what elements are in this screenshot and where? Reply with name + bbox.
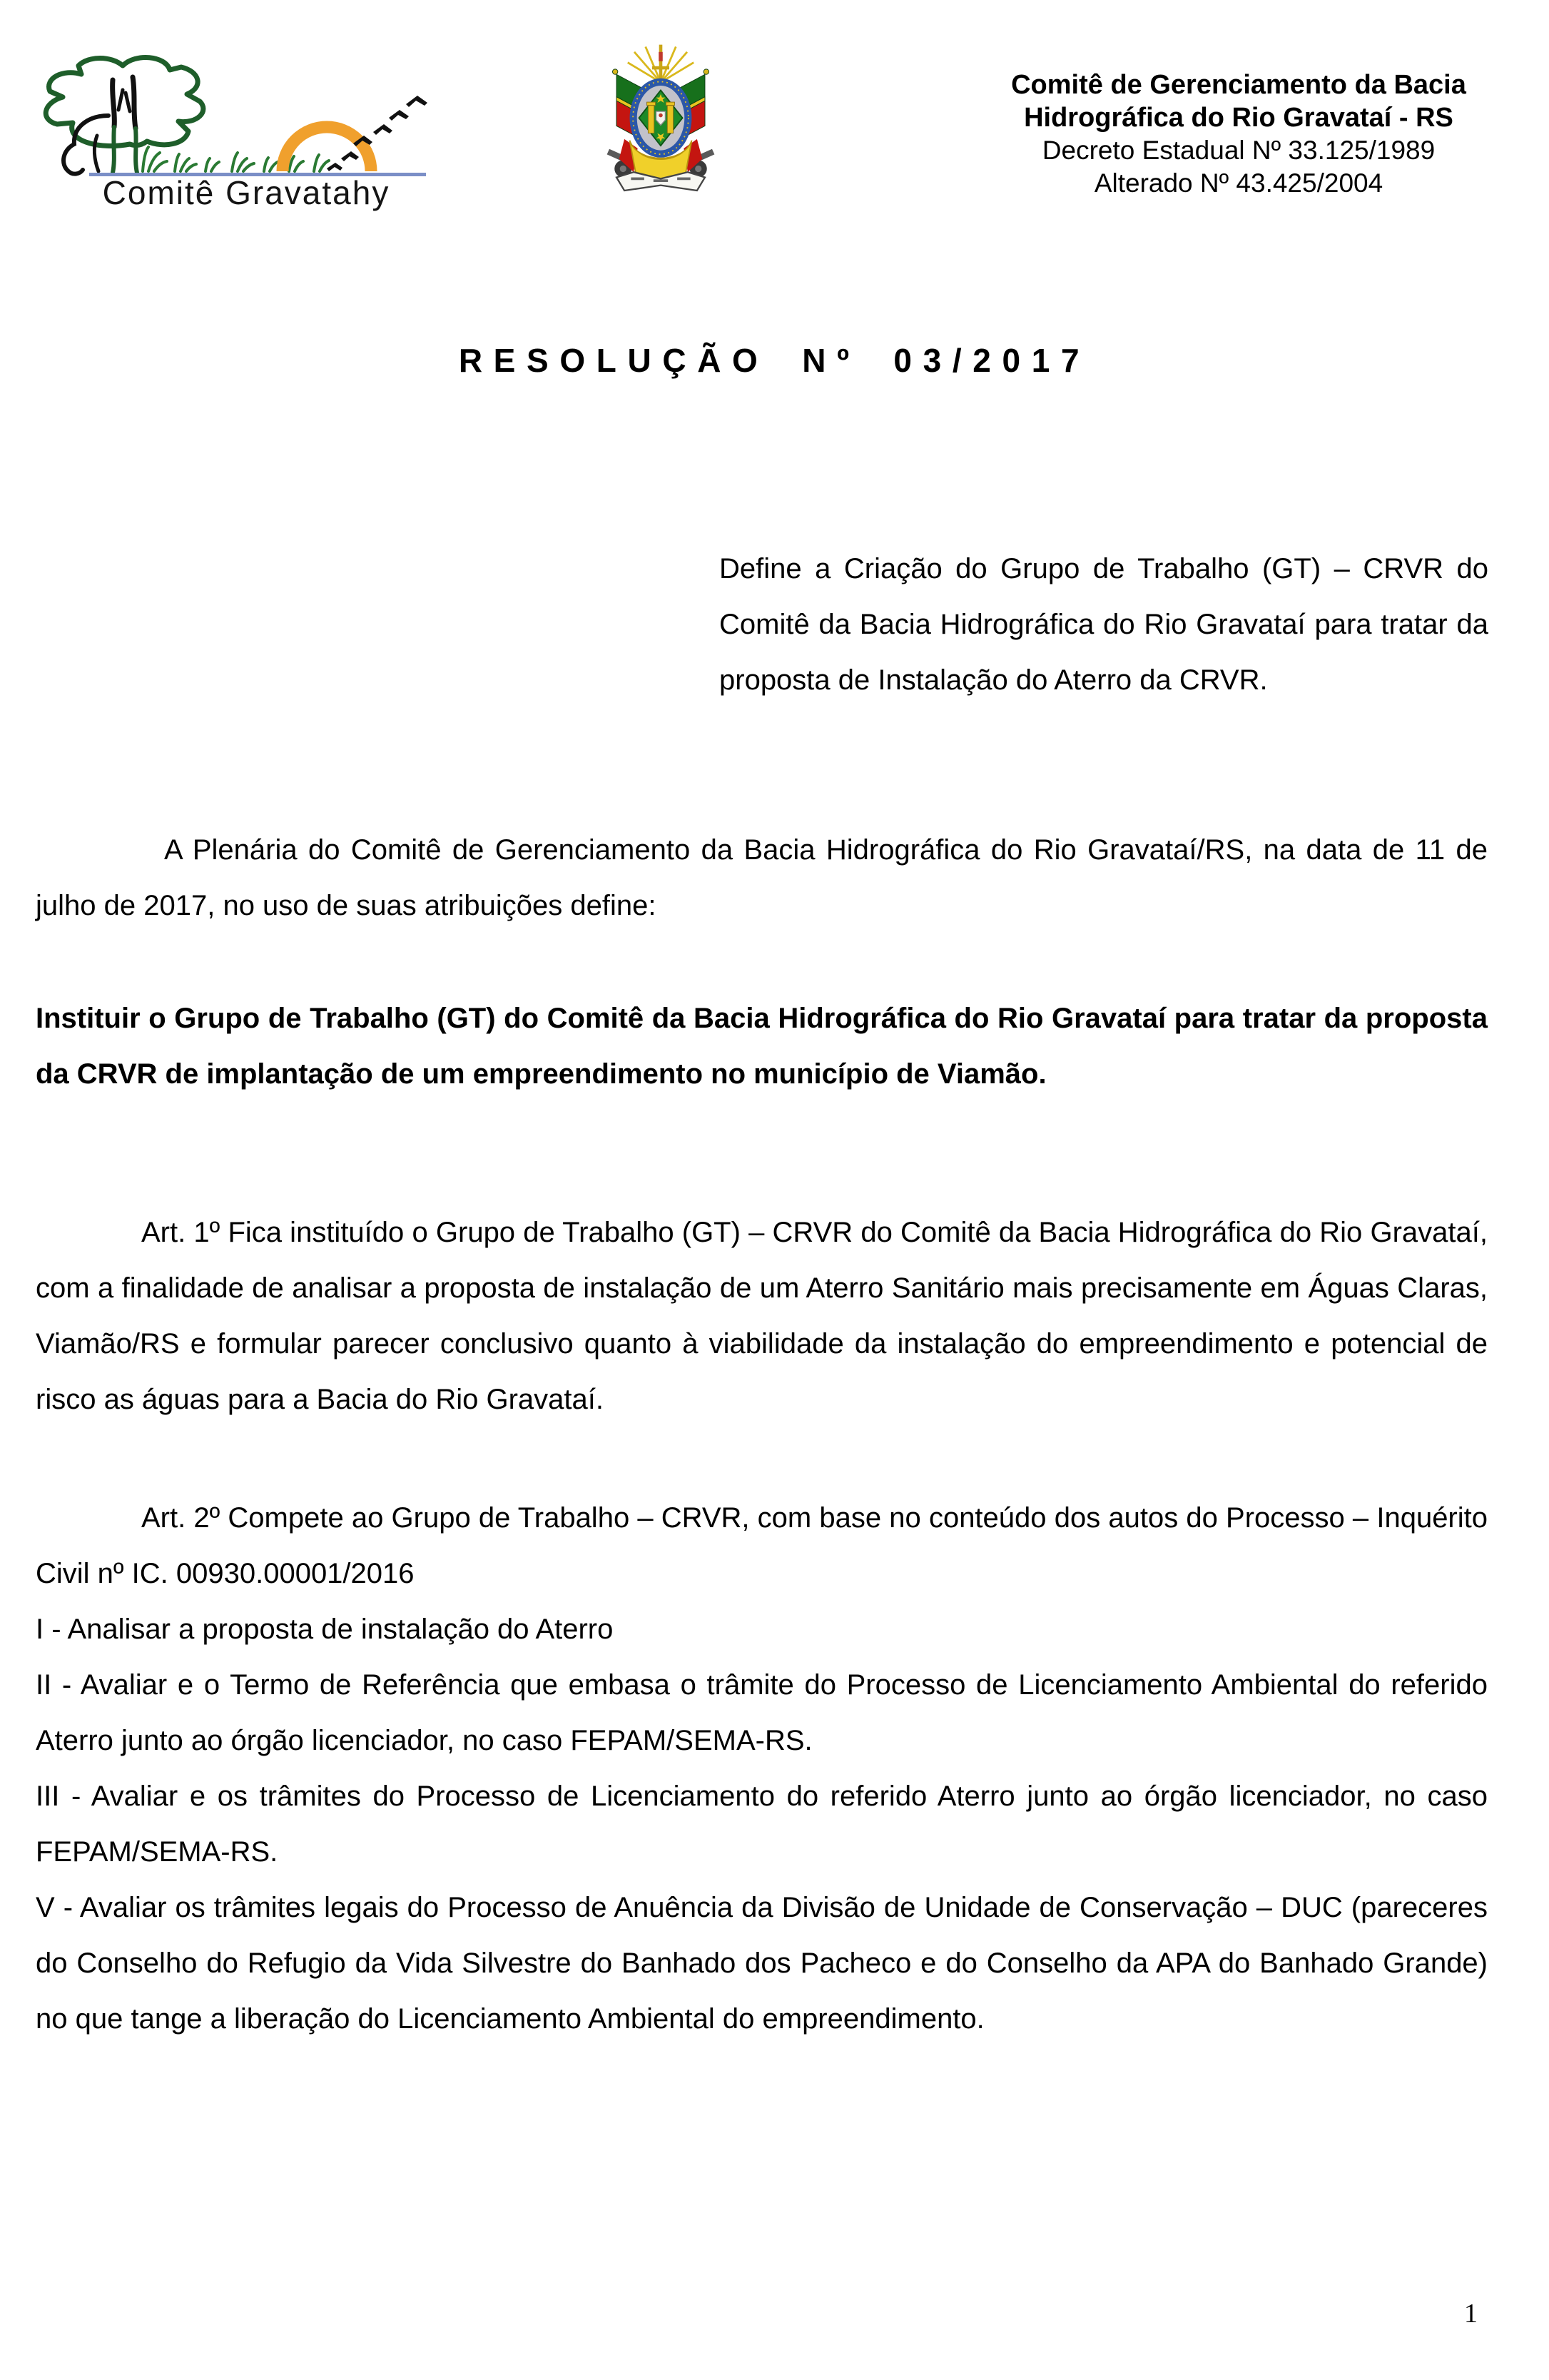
oval-emblem-icon (630, 79, 692, 158)
item-iii-paragraph: III - Avaliar e os trâmites do Processo de Licenciamento do referido Aterro junto ao órgão licenciador, no caso FEPAM/SEMA-RS. (36, 1781, 1488, 1868)
preamble-paragraph: A Plenária do Comitê de Gerenciamento da Bacia Hidrográfica do Rio Gravataí/RS, na data de 11 de julho de 2017, no uso de suas atribuições define: (36, 834, 1488, 921)
letterhead (0, 0, 1549, 243)
org-name-line-2: Hidrográfica do Rio Gravataí - RS (1024, 103, 1453, 133)
article-1-paragraph: Art. 1º Fica instituído o Grupo de Trabalho (GT) – CRVR do Comitê da Bacia Hidrográfica do Rio Gravataí, com a finalidade de analisar a proposta de instalação de um Aterro Sanitário mais precisamente em Águas Claras, Viamão/RS e formular parecer conclusivo quanto à viabilidade da instalação do empreendimento e potencial de risco as águas para a Bacia do Rio Gravataí. (36, 1217, 1488, 1415)
comite-gravatahy-logo (29, 50, 471, 214)
resolution-title: RESOLUÇÃO Nº 03/2017 (458, 342, 1091, 379)
item-v-paragraph: V - Avaliar os trâmites legais do Processo de Anuência da Divisão de Unidade de Conservação – DUC (pareceres do Conselho do Refugio da Vida Silvestre do Banhado dos Pacheco e do Conselho da APA do Banhado Grande) no que tange a liberação do Licenciamento Ambiental do empreendimento. (36, 1892, 1488, 2035)
deliberation-paragraph: Instituir o Grupo de Trabalho (GT) do Comitê da Bacia Hidrográfica do Rio Gravataí para tratar da proposta da CRVR de implantação de um empreendimento no município de Viamão. (36, 1003, 1488, 1090)
ementa-paragraph: Define a Criação do Grupo de Trabalho (GT) – CRVR do Comitê da Bacia Hidrográfica do Rio Gravataí para tratar da proposta de Instalação do Aterro da CRVR. (719, 553, 1488, 696)
org-name-line-1: Comitê de Gerenciamento da Bacia (1011, 70, 1466, 100)
sun-arc-icon (283, 127, 371, 171)
org-amendment-line: Alterado Nº 43.425/2004 (1094, 168, 1383, 198)
item-ii-paragraph: II - Avaliar e o Termo de Referência que embasa o trâmite do Processo de Licenciamento Ambiental do referido Aterro junto ao órgão licenciador, no caso FEPAM/SEMA-RS. (36, 1669, 1488, 1756)
document-body (36, 822, 1488, 2047)
logo-caption: Comitê Gravatahy (102, 174, 390, 211)
org-title-block (985, 69, 1493, 200)
rs-coat-of-arms (594, 41, 728, 200)
article-2-paragraph: Art. 2º Compete ao Grupo de Trabalho – CRVR, com base no conteúdo dos autos do Processo – Inquérito Civil nº IC. 00930.00001/2016 (36, 1502, 1488, 1589)
grass-icon (143, 147, 329, 171)
page-number: 1 (1464, 2299, 1478, 2329)
org-decree-line: Decreto Estadual Nº 33.125/1989 (1042, 136, 1436, 165)
item-i-paragraph: I - Analisar a proposta de instalação do Aterro (36, 1614, 614, 1645)
